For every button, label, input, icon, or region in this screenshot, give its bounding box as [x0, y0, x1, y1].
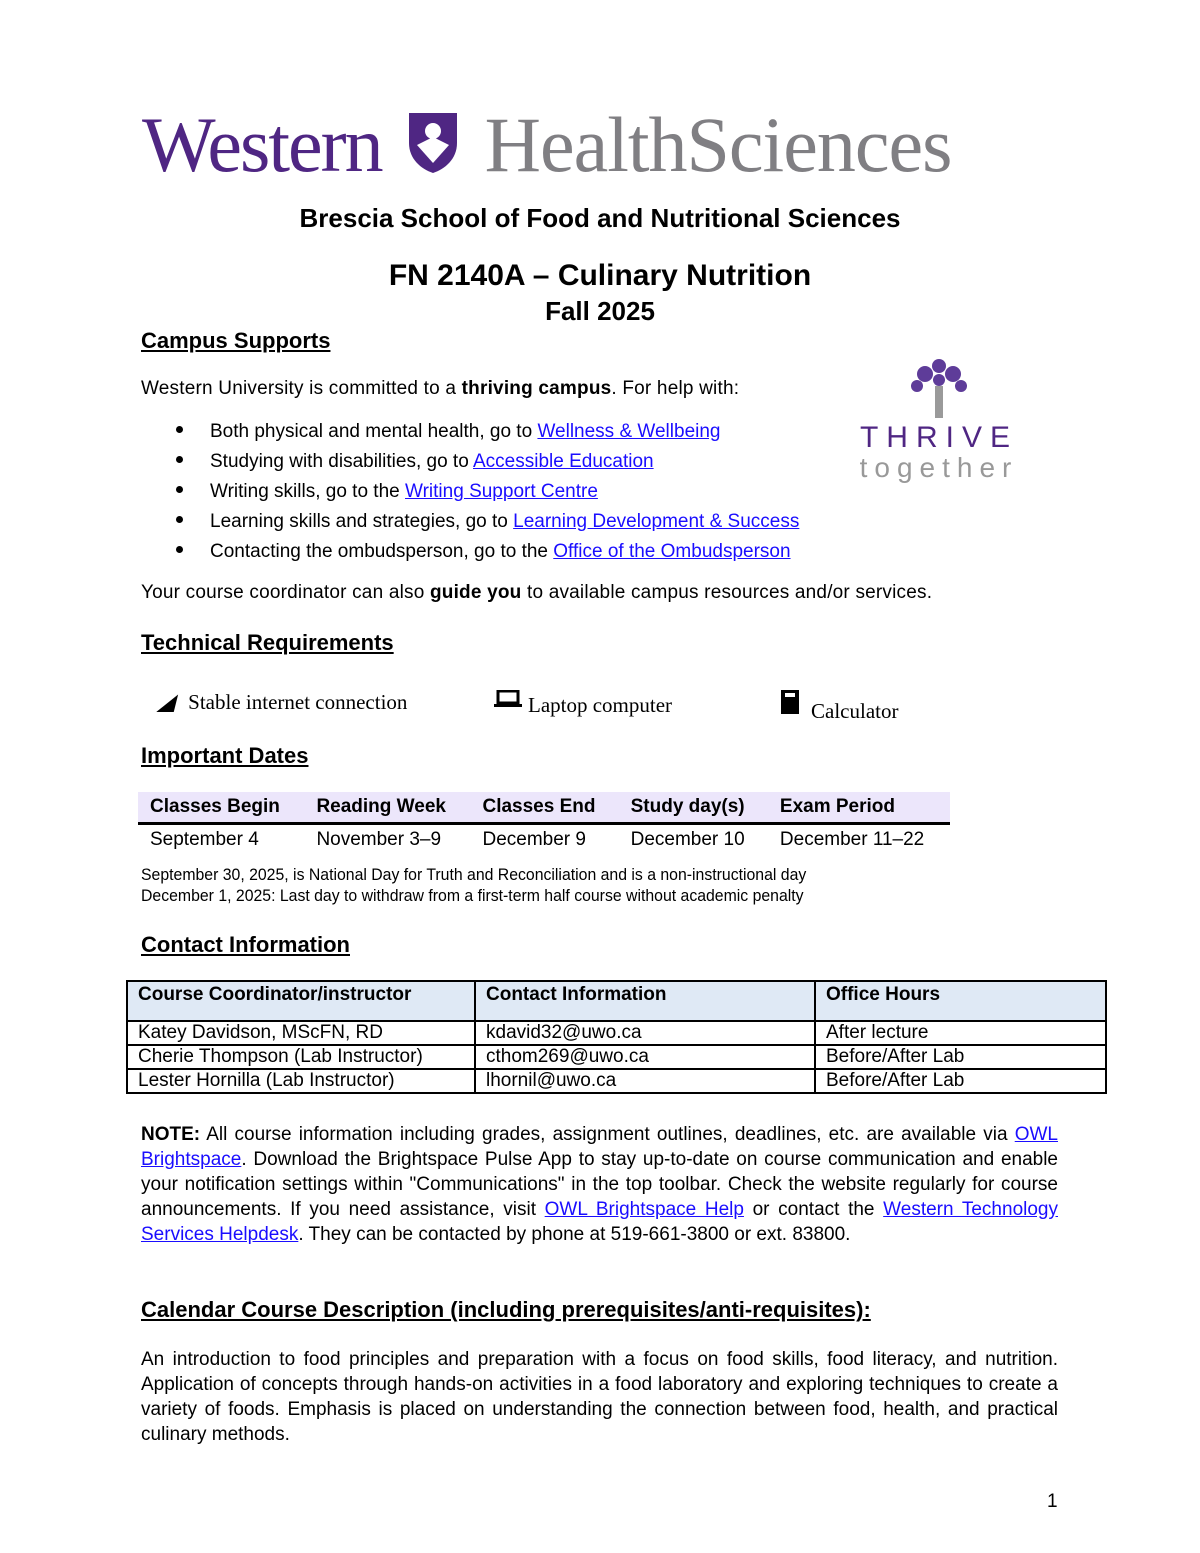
ombudsperson-link[interactable]: Office of the Ombudsperson [553, 541, 791, 562]
wifi-icon: ◢ [158, 690, 175, 714]
list-item: Learning skills and strategies, go to Learning Development & Success [176, 511, 799, 533]
owl-brightspace-link[interactable]: OWL Brightspace [141, 1124, 1058, 1170]
logo-western: Western [142, 101, 382, 188]
wts-helpdesk-link[interactable]: Western Technology Services Helpdesk [141, 1199, 1058, 1245]
column-header: Study day(s) [619, 792, 768, 824]
technical-requirements-heading: Technical Requirements [141, 630, 394, 655]
column-header: Office Hours [815, 981, 1106, 1021]
list-item: Both physical and mental health, go to Wellness & Wellbeing [176, 421, 721, 443]
term: Fall 2025 [545, 296, 655, 326]
column-header: Classes Begin [138, 792, 304, 824]
column-header: Exam Period [768, 792, 950, 824]
list-item: Contacting the ombudsperson, go to the Office of the Ombudsperson [176, 541, 791, 563]
tech-item-laptop: Laptop computer [494, 690, 672, 718]
tech-item-calculator: Calculator [781, 690, 898, 724]
table-row: Katey Davidson, MScFN, RD kdavid32@uwo.ca After lecture [127, 1021, 1106, 1045]
tree-icon [899, 356, 979, 418]
column-header: Contact Information [475, 981, 815, 1021]
course-description-heading: Calendar Course Description (including prerequisites/anti-requisites): [141, 1297, 871, 1322]
thrive-logo: THRIVE together [856, 356, 1022, 486]
campus-intro: Western University is committed to a thriving campus. For help with: [141, 378, 740, 399]
column-header: Course Coordinator/instructor [127, 981, 475, 1021]
learning-development-link[interactable]: Learning Development & Success [513, 511, 800, 532]
course-title: FN 2140A – Culinary Nutrition [388, 259, 812, 292]
important-dates-table [138, 792, 950, 855]
page-number: 1 [1047, 1491, 1058, 1512]
table-row: Cherie Thompson (Lab Instructor) cthom269@uwo.ca Before/After Lab [127, 1045, 1106, 1069]
wellness-link[interactable]: Wellness & Wellbeing [537, 421, 721, 442]
tech-item-internet: ◢ Stable internet connection [158, 690, 408, 714]
column-header: Reading Week [304, 792, 470, 824]
western-health-sciences-logo [142, 100, 951, 190]
logo-health-sciences: HealthSciences [484, 101, 952, 188]
guide-text: Your course coordinator can also guide you to available campus resources and/or services. [141, 582, 933, 603]
accessible-education-link[interactable]: Accessible Education [473, 451, 654, 472]
campus-supports-heading: Campus Supports [141, 328, 331, 353]
owl-brightspace-help-link[interactable]: OWL Brightspace Help [544, 1199, 744, 1220]
date-note: September 30, 2025, is National Day for Truth and Reconciliation and is a non-instructional day [141, 865, 807, 884]
list-item: Studying with disabilities, go to Accessible Education [176, 451, 654, 473]
important-dates-heading: Important Dates [141, 743, 309, 768]
laptop-icon [494, 690, 522, 708]
school-name: Brescia School of Food and Nutritional Sciences [299, 203, 901, 233]
column-header: Classes End [470, 792, 618, 824]
contact-information-heading: Contact Information [141, 932, 350, 957]
table-row: September 4 November 3–9 December 9 December 10 December 11–22 [150, 829, 925, 850]
table-row: Lester Hornilla (Lab Instructor) lhornil@uwo.ca Before/After Lab [127, 1069, 1106, 1093]
course-description: An introduction to food principles and preparation with a focus on food skills, food literacy, and nutrition. Application of concepts through hands-on activities in a food laboratory and exploring techniques to create a variety of foods. Emphasis is placed on understanding the connection between food, health, and practical culinary methods. [141, 1349, 1058, 1445]
contact-table [126, 980, 1107, 1094]
list-item: Writing skills, go to the Writing Support Centre [176, 481, 598, 503]
writing-support-link[interactable]: Writing Support Centre [405, 481, 598, 502]
date-note: December 1, 2025: Last day to withdraw from a first-term half course without academic penalty [141, 886, 804, 905]
calculator-icon [781, 690, 799, 714]
shield-icon [407, 111, 459, 175]
note-paragraph: NOTE: All course information including grades, assignment outlines, deadlines, etc. are available via OWL Brightspace. Download the Brightspace Pulse App to stay up-to-date on course communication and enable your notification settings within "Communications" in the top toolbar. Check the website regularly for course announcements. If you need assistance, visit OWL Brightspace Help or contact the Western Technology Services Helpdesk. They can be contacted by phone at 519-661-3800 or ext. 83800. [141, 1124, 1058, 1245]
